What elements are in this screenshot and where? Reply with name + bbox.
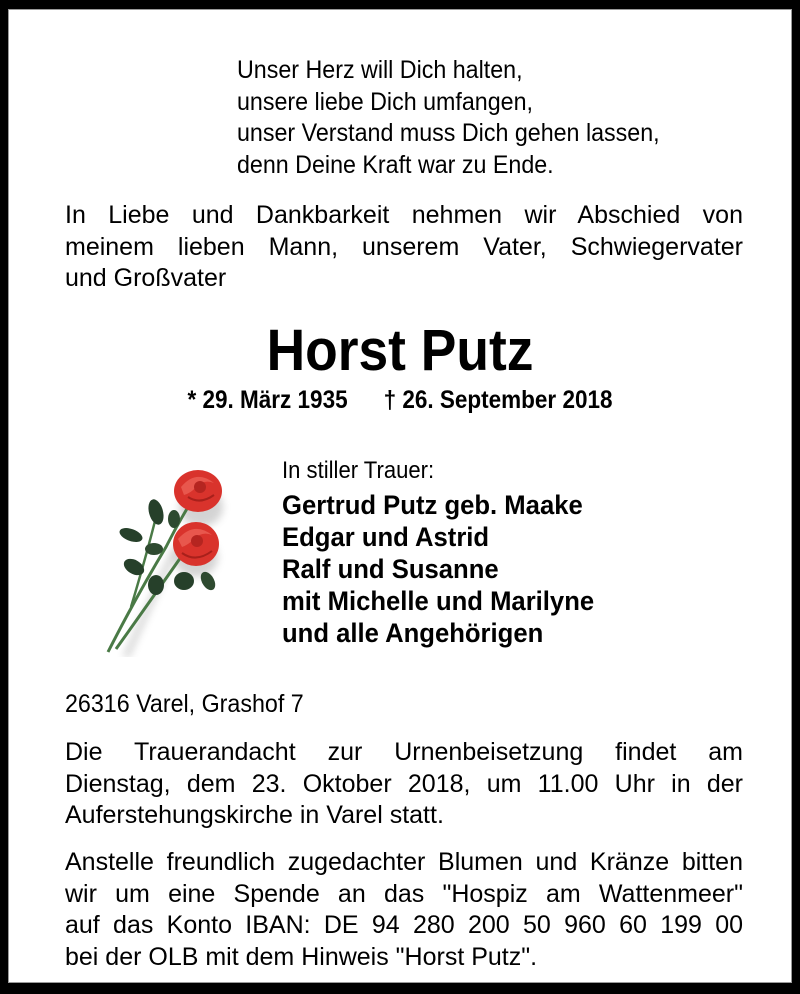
- donation-text: [65, 847, 743, 973]
- poem: [237, 55, 660, 181]
- birth-date: * 29. März 1935: [187, 386, 348, 414]
- donation-line: bei der OLB mit dem Hinweis "Horst Putz".: [65, 942, 538, 971]
- poem-line: unsere liebe Dich umfangen,: [237, 87, 533, 116]
- intro-line: und Großvater: [65, 264, 227, 292]
- ceremony-line: Auferstehungskirche in Varel statt.: [65, 801, 444, 829]
- mourner: Gertrud Putz geb. Maake: [282, 490, 583, 520]
- ceremony-text: [65, 737, 743, 832]
- intro-line: In Liebe und Dankbarkeit nehmen wir Abschied von: [65, 201, 743, 229]
- mourner: mit Michelle und Marilyne: [282, 586, 595, 616]
- death-date: † 26. September 2018: [383, 386, 613, 414]
- ceremony-line: Die Trauerandacht zur Urnenbeisetzung findet am: [65, 738, 743, 766]
- mourner: und alle Angehörigen: [282, 618, 544, 648]
- mourners-list: [282, 489, 594, 649]
- donation-line: auf das Konto IBAN: DE 94 280 200 50 960 60 199 00: [65, 911, 743, 939]
- intro-line: meinem lieben Mann, unserem Vater, Schwiegervater: [65, 232, 743, 261]
- donation-line: Anstelle freundlich zugedachter Blumen und Kränze bitten: [65, 848, 743, 876]
- mourning-label: In stiller Trauer:: [282, 457, 435, 484]
- ceremony-line: Dienstag, dem 23. Oktober 2018, um 11.00 Uhr in der: [65, 769, 743, 798]
- poem-line: Unser Herz will Dich halten,: [237, 56, 523, 84]
- donation-line: wir um eine Spende an das "Hospiz am Wattenmeer": [65, 879, 743, 908]
- life-dates: [47, 386, 753, 415]
- poem-line: unser Verstand muss Dich gehen lassen,: [237, 119, 660, 147]
- mourner: Edgar und Astrid: [282, 522, 490, 552]
- obituary-notice: [8, 9, 792, 983]
- intro-text: [65, 200, 743, 295]
- deceased-name: Horst Putz: [266, 318, 534, 383]
- mourner: Ralf und Susanne: [282, 554, 499, 584]
- address: 26316 Varel, Grashof 7: [65, 690, 304, 718]
- red-roses-icon: [96, 457, 236, 657]
- poem-line: denn Deine Kraft war zu Ende.: [237, 150, 554, 179]
